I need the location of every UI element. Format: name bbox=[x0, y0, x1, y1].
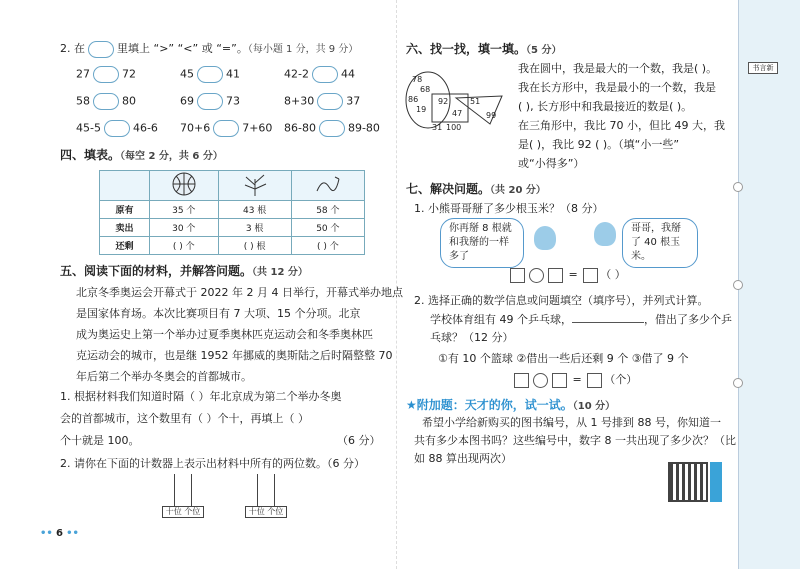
cloud-icon[interactable] bbox=[93, 66, 119, 83]
text-line: 我在圆中，我是最大的一个数，我是( )。 bbox=[518, 62, 718, 75]
rope-icon bbox=[291, 171, 364, 201]
margin-stamp: 书言新 bbox=[748, 62, 778, 74]
table-cell: 50 个 bbox=[291, 219, 364, 237]
answer-cell[interactable]: ( ) 根 bbox=[218, 237, 291, 255]
cloud-icon[interactable] bbox=[197, 93, 223, 110]
figure-number: 100 bbox=[446, 123, 462, 132]
abacus-base: 十位 个位 bbox=[162, 506, 204, 518]
answer-cell[interactable]: ( ) 个 bbox=[150, 237, 219, 255]
abacus-base: 十位 个位 bbox=[245, 506, 287, 518]
figure-number: 86 bbox=[408, 95, 419, 104]
cloud-icon[interactable] bbox=[312, 66, 338, 83]
compare-item[interactable]: 45-5 46-6 bbox=[76, 120, 158, 137]
answer-cell[interactable]: ( ) 个 bbox=[291, 237, 364, 255]
table-cell: 35 个 bbox=[150, 201, 219, 219]
q7-fill-line: 学校体育组有 49 个乒乓球， ，借出了多少个乒 bbox=[430, 313, 732, 326]
q7-subquestion-2: 2. 选择正确的数学信息或问题填空（填序号），并列式计算。 bbox=[414, 294, 709, 307]
table-cell: 58 个 bbox=[291, 201, 364, 219]
text-line: 或“小得多”） bbox=[518, 157, 585, 170]
cloud-icon[interactable] bbox=[317, 93, 343, 110]
q7-subquestion-1: 1. 小熊哥哥掰了多少根玉米？（8 分） bbox=[414, 202, 604, 215]
figure-number: 47 bbox=[452, 109, 463, 118]
qr-code bbox=[668, 462, 708, 502]
compare-item[interactable]: 27 72 bbox=[76, 66, 136, 83]
cloud-icon[interactable] bbox=[104, 120, 130, 137]
text-line: ( ), 长方形中和我最接近的数是( )。 bbox=[518, 100, 693, 113]
row-label: 卖出 bbox=[100, 219, 150, 237]
text-line: 希望小学给新购买的图书编号，从 1 号排到 88 号，你知道一 bbox=[422, 416, 721, 429]
q5-heading: 五、阅读下面的材料，并解答问题。（共 12 分） bbox=[60, 264, 308, 278]
answer-blank[interactable] bbox=[572, 322, 644, 323]
compare-item[interactable]: 86-80 89-80 bbox=[284, 120, 380, 137]
cloud-icon[interactable] bbox=[93, 93, 119, 110]
cloud-icon[interactable] bbox=[213, 120, 239, 137]
abacus-rod bbox=[274, 474, 275, 506]
text-line: 如 88 算出现两次） bbox=[414, 452, 512, 465]
shapes-figure bbox=[404, 70, 508, 136]
text-line: 我在长方形中，我是最小的一个数，我是 bbox=[518, 81, 716, 94]
figure-number: 31 bbox=[432, 123, 443, 132]
text-line: 是国家体育场。本次比赛项目有 7 大项、15 个分项。北京 bbox=[76, 307, 361, 320]
text-line: 成为奥运史上第一个举办过夏季奥林匹克运动会和冬季奥林匹 bbox=[76, 328, 373, 341]
abacus-rod bbox=[257, 474, 258, 506]
basketball-icon bbox=[150, 171, 219, 201]
compare-item[interactable]: 8+30 37 bbox=[284, 93, 360, 110]
figure-number: 19 bbox=[416, 105, 427, 114]
figure-number: 92 bbox=[438, 97, 449, 106]
q7-heading: 七、解决问题。（共 20 分） bbox=[406, 182, 546, 196]
score-note: （6 分） bbox=[337, 434, 381, 447]
plant-icon bbox=[218, 171, 291, 201]
compare-item[interactable]: 69 73 bbox=[180, 93, 240, 110]
compare-item[interactable]: 42-2 44 bbox=[284, 66, 355, 83]
abacus-rod bbox=[191, 474, 192, 506]
text-line: 1. 根据材料我们知道时隔（ ）年北京成为第二个举办冬奥 bbox=[60, 390, 342, 403]
compare-item[interactable]: 70+6 7+60 bbox=[180, 120, 272, 137]
table-cell: 43 根 bbox=[218, 201, 291, 219]
bonus-heading: ★附加题：天才的你，试一试。（10 分） bbox=[406, 398, 616, 412]
text-line: 是( )，我比 92 ( )。（填“小一些” bbox=[518, 138, 680, 151]
right-margin-bar bbox=[738, 0, 800, 569]
figure-number: 68 bbox=[420, 85, 431, 94]
equation-boxes[interactable]: = （ ） bbox=[508, 266, 626, 283]
speech-bubble: 哥哥，我掰了 40 根玉米。 bbox=[622, 218, 698, 268]
text-line: 年后第二个举办冬奥会的首都城市。 bbox=[76, 370, 252, 383]
speech-bubble: 你再掰 8 根就和我掰的一样多了 bbox=[440, 218, 524, 268]
abacus-rod bbox=[174, 474, 175, 506]
q2-heading: 2. 在 里填上 “>” “<” 或 “=”。（每小题 1 分，共 9 分） bbox=[60, 40, 358, 58]
binding-ring bbox=[733, 280, 743, 290]
figure-number: 99 bbox=[486, 111, 497, 120]
page-number: •• 6 •• bbox=[40, 528, 79, 539]
bear-icon bbox=[594, 222, 616, 246]
row-label: 原有 bbox=[100, 201, 150, 219]
text-line: 共有多少本图书吗？这些编号中，数字 8 一共出现了多少次？（比 bbox=[414, 434, 736, 447]
figure-number: 78 bbox=[412, 75, 423, 84]
text-line: 克运动会的城市，也是继 1952 年挪威的奥斯陆之后时隔整整 70 bbox=[76, 349, 393, 362]
q7-options: ①有 10 个篮球 ②借出一些后还剩 9 个 ③借了 9 个 bbox=[438, 352, 689, 365]
compare-item[interactable]: 45 41 bbox=[180, 66, 240, 83]
text-line: 北京冬季奥运会开幕式于 2022 年 2 月 4 日举行，开幕式举办地点 bbox=[76, 286, 403, 299]
row-label: 还剩 bbox=[100, 237, 150, 255]
binding-ring bbox=[733, 378, 743, 388]
compare-item[interactable]: 58 80 bbox=[76, 93, 136, 110]
text-line: 会的首都城市，这个数里有（ ）个十，再填上（ ） bbox=[60, 412, 309, 425]
equation-boxes[interactable]: = （个） bbox=[512, 371, 637, 388]
bear-icon bbox=[534, 226, 556, 250]
q6-heading: 六、找一找，填一填。（5 分） bbox=[406, 42, 562, 56]
goods-table bbox=[99, 170, 365, 255]
table-cell: 3 根 bbox=[218, 219, 291, 237]
q4-heading: 四、填表。（每空 2 分，共 6 分） bbox=[60, 148, 223, 162]
cloud-icon[interactable] bbox=[319, 120, 345, 137]
q5-subquestion-2: 2. 请你在下面的计数器上表示出材料中所有的两位数。（6 分） bbox=[60, 457, 365, 470]
q7-fill-line: 乓球？（12 分） bbox=[430, 331, 514, 344]
binding-ring bbox=[733, 182, 743, 192]
text-line: 在三角形中，我比 70 小，但比 49 大，我 bbox=[518, 119, 725, 132]
text-line: 个十就是 100。 bbox=[60, 434, 140, 447]
figure-number: 51 bbox=[470, 97, 481, 106]
cloud-icon[interactable] bbox=[197, 66, 223, 83]
table-cell: 30 个 bbox=[150, 219, 219, 237]
cloud-icon bbox=[88, 41, 114, 58]
qr-tag bbox=[710, 462, 722, 502]
